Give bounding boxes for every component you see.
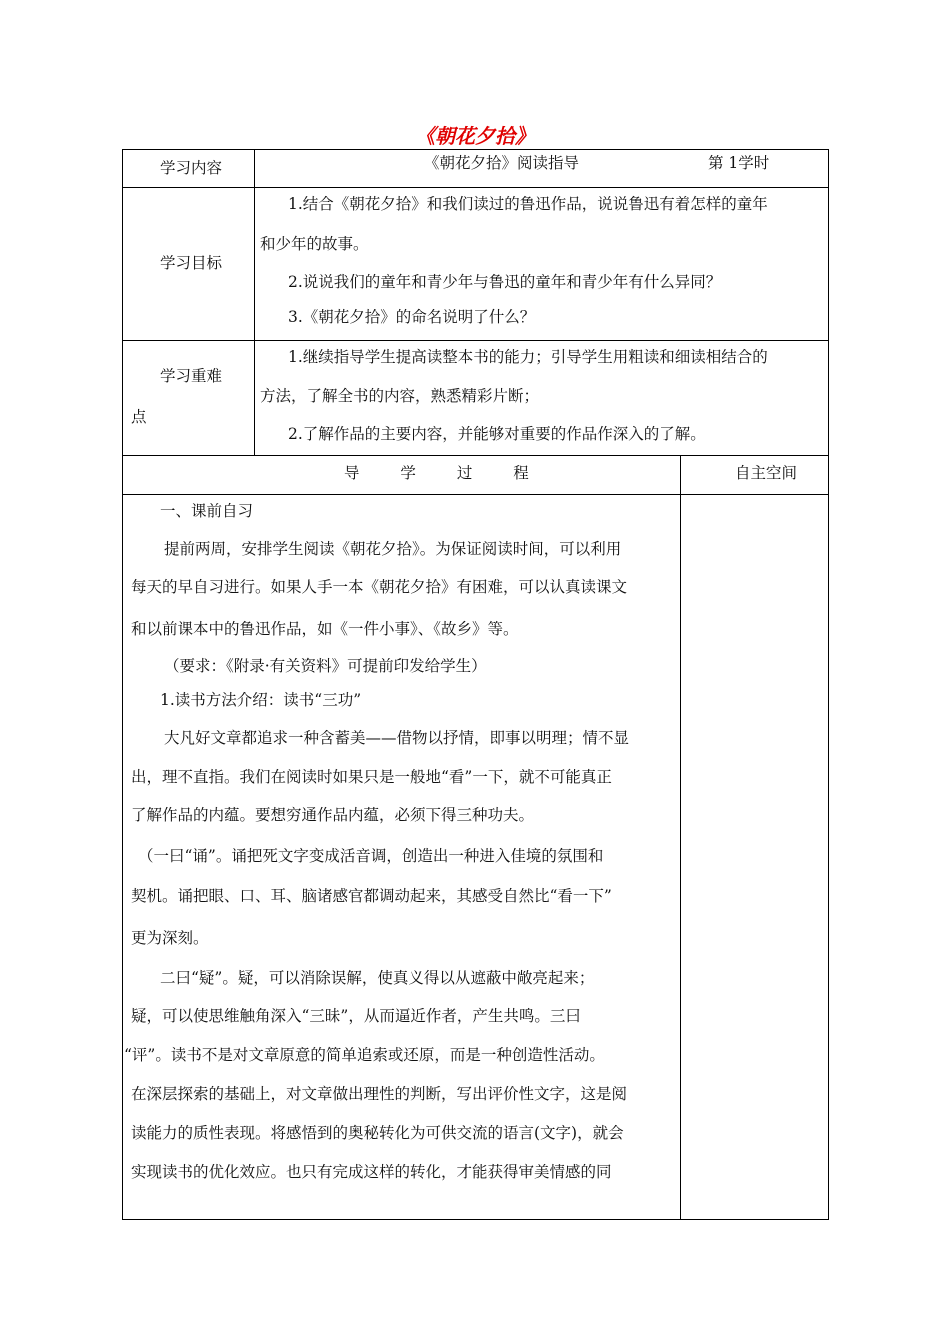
- process-line: 和以前课本中的鲁迅作品，如《一件小事》、《故乡》等。: [131, 620, 519, 638]
- column-divider: [680, 455, 681, 1220]
- process-line: 提前两周，安排学生阅读《朝花夕拾》。为保证阅读时间，可以利用: [164, 540, 622, 558]
- process-line: 了解作品的内蕴。要想穷通作品内蕴，必须下得三种功夫。: [131, 806, 535, 824]
- process-line: 在深层探索的基础上，对文章做出理性的判断，写出评价性文字，这是阅: [131, 1085, 628, 1103]
- row-divider: [122, 494, 829, 495]
- process-line: 读能力的质性表现。将感悟到的奥秘转化为可供交流的语言(文字)，就会: [131, 1124, 624, 1142]
- process-line: （要求：《附录·有关资料》可提前印发给学生）: [164, 657, 487, 675]
- row-divider: [122, 187, 829, 188]
- process-line: 更为深刻。: [131, 929, 209, 947]
- process-line: 一、课前自习: [160, 502, 254, 520]
- key-points-label: 学习重难: [160, 367, 223, 385]
- key-points-label-2: 点: [131, 408, 147, 426]
- process-header: 导 学 过 程: [344, 464, 547, 482]
- content-text: 《朝花夕拾》阅读指导: [424, 154, 580, 172]
- process-line: 实现读书的优化效应。也只有完成这样的转化，才能获得审美情感的同: [131, 1163, 612, 1181]
- objectives-label: 学习目标: [160, 254, 223, 272]
- process-line: 大凡好文章都追求一种含蓄美——借物以抒情，即事以明理；情不显: [164, 729, 630, 747]
- process-line: 每天的早自习进行。如果人手一本《朝花夕拾》有困难，可以认真读课文: [131, 578, 628, 596]
- process-line: （一曰“诵”。诵把死文字变成活音调，创造出一种进入佳境的氛围和: [138, 847, 604, 865]
- period-text: 第 1学时: [708, 154, 770, 172]
- side-header: 自主空间: [735, 464, 798, 482]
- process-line: 疑，可以使思维触角深入“三昧”，从而逼近作者，产生共鸣。三曰: [131, 1007, 581, 1025]
- content-label: 学习内容: [160, 159, 223, 177]
- objective-line: 3.《朝花夕拾》的命名说明了什么？: [288, 308, 536, 326]
- column-divider: [254, 149, 255, 455]
- process-line: 契机。诵把眼、口、耳、脑诸感官都调动起来，其感受自然比“看一下”: [131, 887, 612, 905]
- row-divider: [122, 455, 829, 456]
- row-divider: [122, 340, 829, 341]
- objective-line: 1.结合《朝花夕拾》和我们读过的鲁迅作品，说说鲁迅有着怎样的童年: [288, 195, 768, 213]
- key-point-line: 2.了解作品的主要内容，并能够对重要的作品作深入的了解。: [288, 425, 706, 443]
- key-point-line: 1.继续指导学生提高读整本书的能力；引导学生用粗读和细读相结合的: [288, 348, 768, 366]
- page-title: 《朝花夕拾》: [415, 124, 535, 148]
- process-line: 1.读书方法介绍：读书“三功”: [160, 691, 362, 709]
- process-line: 出，理不直指。我们在阅读时如果只是一般地“看”一下，就不可能真正: [131, 768, 612, 786]
- objective-line: 和少年的故事。: [260, 235, 369, 253]
- process-line: 二曰“疑”。疑，可以消除误解，使真义得以从遮蔽中敞亮起来；: [160, 969, 595, 987]
- process-line: “评”。读书不是对文章原意的简单追索或还原，而是一种创造性活动。: [124, 1046, 605, 1064]
- key-point-line: 方法，了解全书的内容，熟悉精彩片断；: [260, 387, 540, 405]
- objective-line: 2.说说我们的童年和青少年与鲁迅的童年和青少年有什么异同？: [288, 273, 722, 291]
